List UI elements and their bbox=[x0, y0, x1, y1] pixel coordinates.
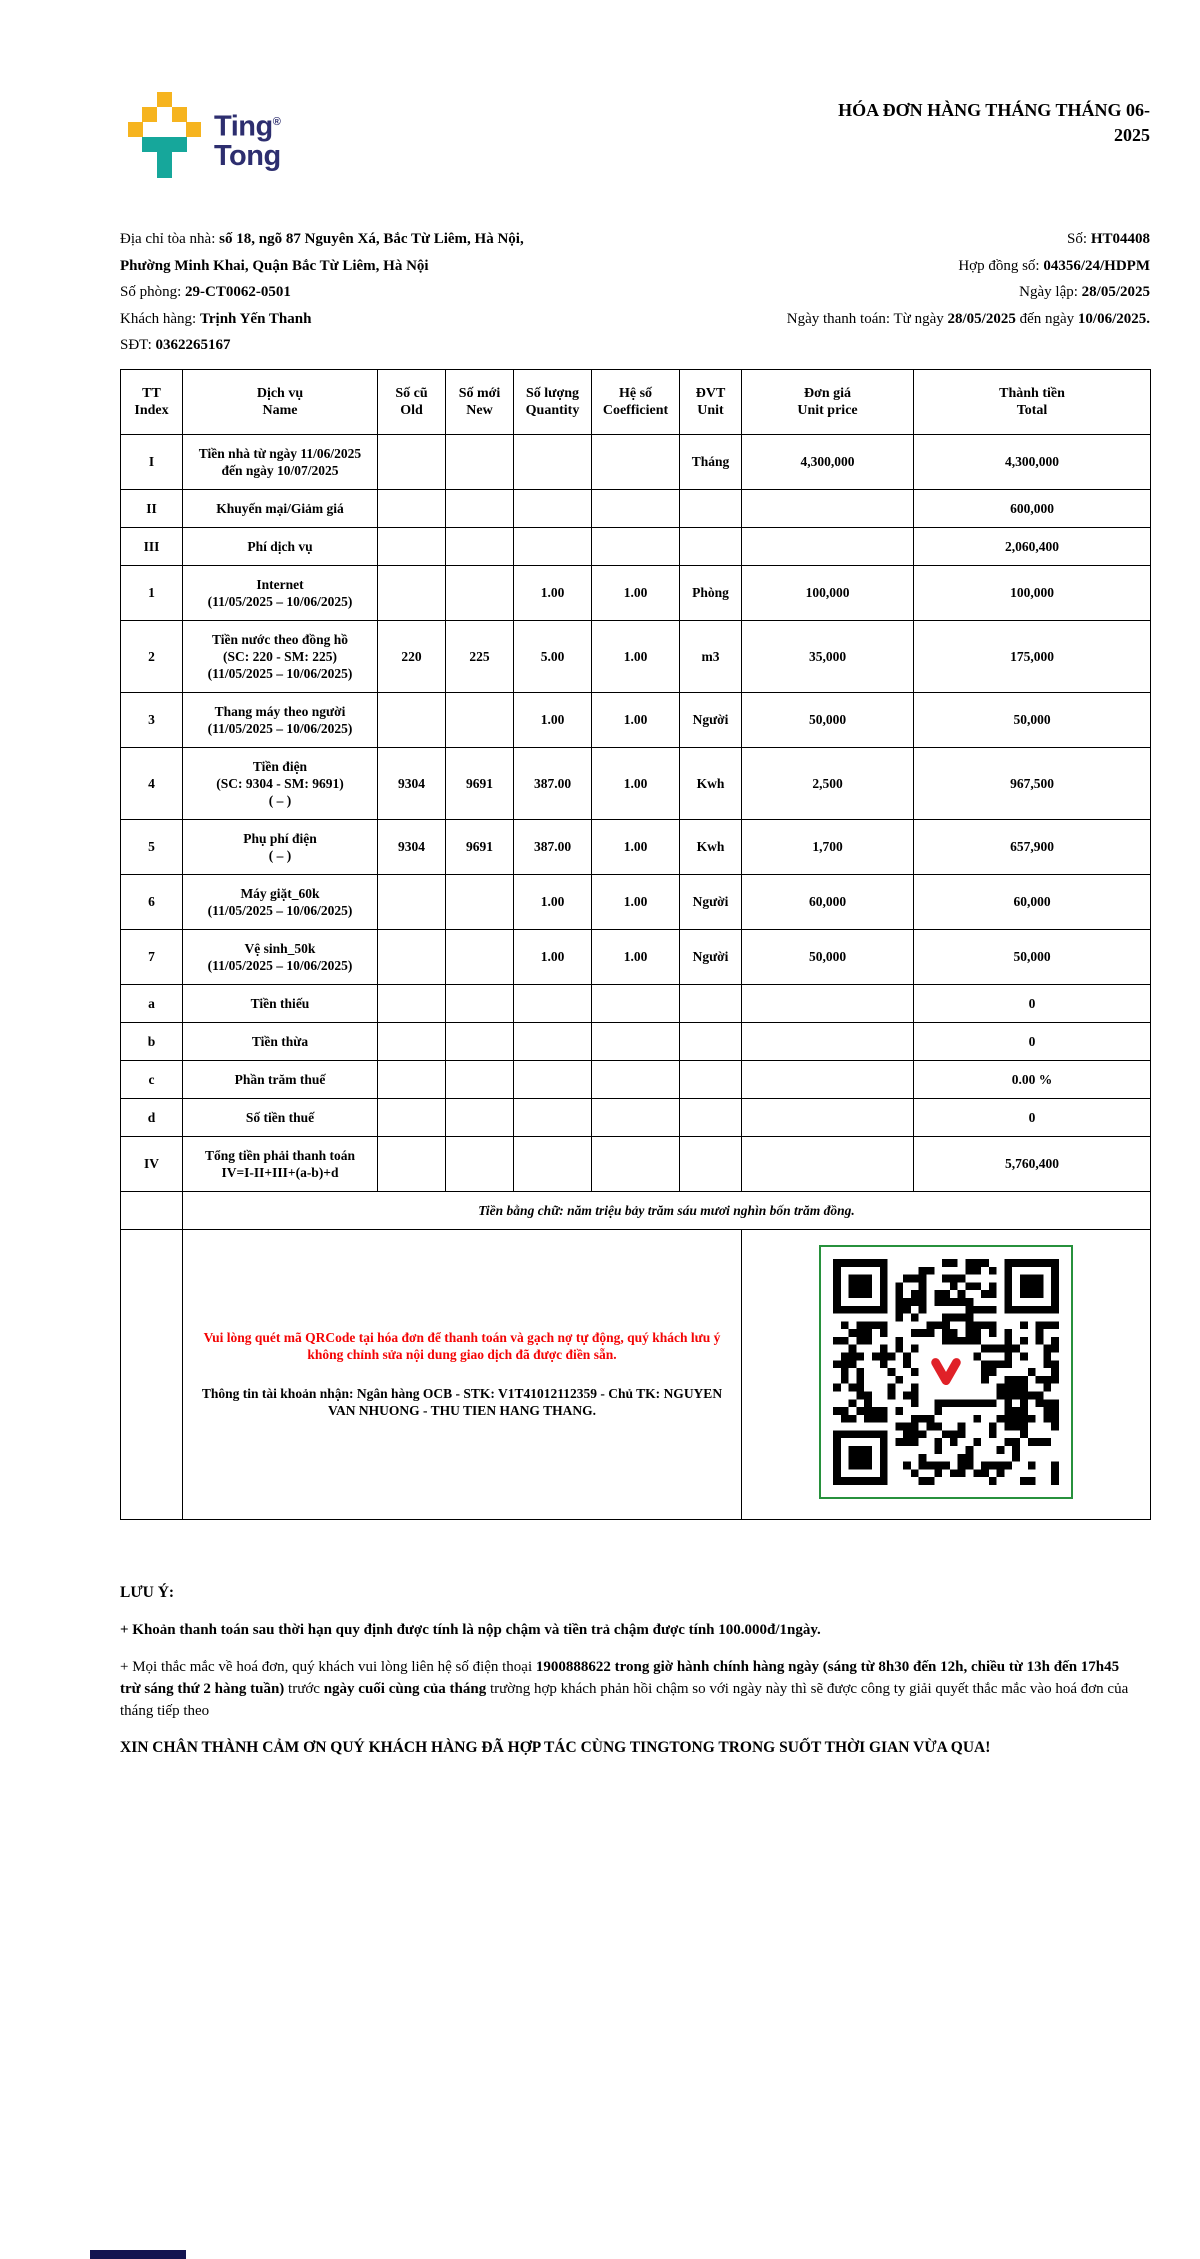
text-segment: Thông tin tài khoản nhận: Ngân hàng OCB - STK: bbox=[201, 1386, 499, 1401]
col-header-unit-price: Đơn giá Unit price bbox=[742, 369, 914, 434]
cell-unit: Người bbox=[680, 692, 742, 747]
cell-new: 9691 bbox=[446, 819, 514, 874]
thank-you-note: XIN CHÂN THÀNH CẢM ƠN QUÝ KHÁCH HÀNG ĐÃ HỢP TÁC CÙNG TINGTONG TRONG SUỐT THỜI GIAN VỪA QUA! bbox=[120, 1738, 991, 1756]
text-segment: 04356/24/HDPM bbox=[1043, 257, 1150, 274]
info-left bbox=[120, 226, 524, 359]
cell-unit bbox=[680, 489, 742, 527]
table-row bbox=[121, 692, 1151, 747]
cell-total: 175,000 bbox=[914, 620, 1151, 692]
cell-name bbox=[183, 747, 378, 819]
text-segment: Khách hàng: bbox=[120, 310, 200, 327]
bank-account-info bbox=[187, 1385, 737, 1419]
cell-name bbox=[183, 874, 378, 929]
cell-new: 9691 bbox=[446, 747, 514, 819]
cell-old bbox=[378, 1022, 446, 1060]
cell-total: 2,060,400 bbox=[914, 527, 1151, 565]
service-name-line: (11/05/2025 – 10/06/2025) bbox=[207, 720, 353, 736]
text-segment: Tiền bằng chữ: bbox=[478, 1202, 568, 1218]
cell-coef bbox=[592, 1136, 680, 1191]
building-address-line bbox=[120, 226, 524, 253]
registered-mark: ® bbox=[272, 116, 281, 128]
cell-price bbox=[742, 984, 914, 1022]
customer-name-line bbox=[120, 306, 524, 333]
invoice-number-line bbox=[787, 226, 1150, 253]
amount-in-words bbox=[183, 1191, 1151, 1229]
service-name-line: Tiền thiếu bbox=[250, 995, 310, 1011]
col-header-tt: TT Index bbox=[121, 369, 183, 434]
text-segment: 10/06/2025. bbox=[1077, 310, 1150, 327]
cell-qty: 1.00 bbox=[514, 692, 592, 747]
cell-qty bbox=[514, 489, 592, 527]
cell-name bbox=[183, 692, 378, 747]
table-row bbox=[121, 527, 1151, 565]
cell-tt: 7 bbox=[121, 929, 183, 984]
cell-coef bbox=[592, 1060, 680, 1098]
cell-coef: 1.00 bbox=[592, 747, 680, 819]
cell-tt: 6 bbox=[121, 874, 183, 929]
service-name-line: (11/05/2025 – 10/06/2025) bbox=[207, 593, 353, 609]
col-header-quantity: Số lượng Quantity bbox=[514, 369, 592, 434]
cell-new bbox=[446, 489, 514, 527]
cell-unit: Người bbox=[680, 929, 742, 984]
cell-tt: a bbox=[121, 984, 183, 1022]
text-segment: NGUYEN VAN NHUONG - THU TIEN HANG THANG bbox=[328, 1386, 723, 1418]
cell-name bbox=[183, 1098, 378, 1136]
logo-word-tong: Tong bbox=[214, 139, 281, 172]
table-row bbox=[121, 1060, 1151, 1098]
cell-tt: 1 bbox=[121, 565, 183, 620]
tingtong-logo-icon bbox=[128, 92, 200, 178]
logo-wordmark bbox=[214, 108, 281, 171]
cell-total: 0 bbox=[914, 1022, 1151, 1060]
text-segment: năm triệu bảy trăm sáu mươi nghìn bốn trăm đồng. bbox=[567, 1202, 855, 1218]
cell-empty bbox=[121, 1229, 183, 1519]
cell-total: 100,000 bbox=[914, 565, 1151, 620]
logo-pixel bbox=[142, 107, 157, 122]
logo-word-ting: Ting bbox=[214, 110, 273, 143]
qr-code bbox=[819, 1245, 1073, 1499]
cell-price bbox=[742, 1098, 914, 1136]
cell-tt: III bbox=[121, 527, 183, 565]
cell-tt: 4 bbox=[121, 747, 183, 819]
cell-qty: 387.00 bbox=[514, 819, 592, 874]
cell-old bbox=[378, 489, 446, 527]
cell-old: 9304 bbox=[378, 747, 446, 819]
service-name-line: Tiền điện bbox=[252, 758, 308, 774]
logo-pixel bbox=[157, 92, 172, 107]
payment-date-line bbox=[787, 306, 1150, 333]
cell-new bbox=[446, 1136, 514, 1191]
cell-coef: 1.00 bbox=[592, 692, 680, 747]
col-header-total: Thành tiền Total bbox=[914, 369, 1151, 434]
cell-new bbox=[446, 874, 514, 929]
invoice-info bbox=[120, 226, 1150, 359]
cell-coef bbox=[592, 984, 680, 1022]
text-segment: Phường Minh Khai, Quận Bắc Từ Liêm, Hà Nội bbox=[120, 257, 429, 274]
cell-old bbox=[378, 874, 446, 929]
room-number-line bbox=[120, 279, 524, 306]
cell-price: 2,500 bbox=[742, 747, 914, 819]
cell-qty: 1.00 bbox=[514, 929, 592, 984]
text-segment: 0362265167 bbox=[155, 337, 231, 353]
text-segment: SĐT: bbox=[120, 337, 156, 353]
cell-name bbox=[183, 565, 378, 620]
cell-coef bbox=[592, 489, 680, 527]
cell-old bbox=[378, 1098, 446, 1136]
cell-unit bbox=[680, 1022, 742, 1060]
text-segment: trước bbox=[284, 1680, 324, 1697]
cell-qty: 5.00 bbox=[514, 620, 592, 692]
cell-tt: 3 bbox=[121, 692, 183, 747]
cell-new bbox=[446, 692, 514, 747]
cell-qty bbox=[514, 1098, 592, 1136]
cell-new bbox=[446, 527, 514, 565]
qr-row bbox=[121, 1229, 1151, 1519]
text-segment: 28/05/2025 bbox=[1081, 284, 1150, 300]
cell-tt: IV bbox=[121, 1136, 183, 1191]
cell-old bbox=[378, 692, 446, 747]
header bbox=[120, 92, 1150, 200]
cell-new bbox=[446, 984, 514, 1022]
cell-coef bbox=[592, 527, 680, 565]
text-segment: 29-CT0062-0501 bbox=[185, 284, 291, 300]
text-segment: Hợp đồng số: bbox=[958, 257, 1044, 274]
cell-coef: 1.00 bbox=[592, 565, 680, 620]
cell-old bbox=[378, 984, 446, 1022]
logo-pixel bbox=[157, 152, 172, 178]
col-header-unit: ĐVT Unit bbox=[680, 369, 742, 434]
cell-total: 5,760,400 bbox=[914, 1136, 1151, 1191]
cell-qty bbox=[514, 1136, 592, 1191]
text-segment: . bbox=[592, 1403, 596, 1418]
cell-old bbox=[378, 434, 446, 489]
cell-old: 9304 bbox=[378, 819, 446, 874]
tingtong-logo bbox=[128, 92, 281, 178]
cell-total: 60,000 bbox=[914, 874, 1151, 929]
service-name-line: (SC: 220 - SM: 225) bbox=[223, 648, 337, 664]
building-address-line2 bbox=[120, 253, 524, 280]
table-row bbox=[121, 434, 1151, 489]
text-segment: HT04408 bbox=[1090, 231, 1150, 247]
table-row bbox=[121, 929, 1151, 984]
cell-new bbox=[446, 565, 514, 620]
cell-coef: 1.00 bbox=[592, 874, 680, 929]
table-row bbox=[121, 489, 1151, 527]
cell-price: 50,000 bbox=[742, 929, 914, 984]
service-name-line: Tiền nước theo đồng hồ bbox=[211, 631, 349, 647]
next-page-edge-artifact bbox=[90, 2250, 186, 2259]
cell-price: 35,000 bbox=[742, 620, 914, 692]
cell-old bbox=[378, 565, 446, 620]
service-name-line: Tổng tiền phải thanh toán bbox=[204, 1147, 356, 1163]
cell-name bbox=[183, 489, 378, 527]
cell-qty: 387.00 bbox=[514, 747, 592, 819]
invoice-title: HÓA ĐƠN HÀNG THÁNG THÁNG 06-2025 bbox=[838, 100, 1150, 145]
text-segment: đến ngày bbox=[1015, 310, 1078, 327]
cell-name bbox=[183, 819, 378, 874]
cell-total: 967,500 bbox=[914, 747, 1151, 819]
cell-unit bbox=[680, 1060, 742, 1098]
cell-price bbox=[742, 1136, 914, 1191]
cell-qty bbox=[514, 1060, 592, 1098]
text-segment: Trịnh Yến Thanh bbox=[199, 310, 312, 327]
service-name-line: Phần trăm thuế bbox=[234, 1071, 326, 1087]
cell-unit: Phòng bbox=[680, 565, 742, 620]
cell-coef: 1.00 bbox=[592, 929, 680, 984]
cell-coef bbox=[592, 1098, 680, 1136]
late-payment-note: + Khoản thanh toán sau thời hạn quy định được tính là nộp chậm và tiền trả chậm được tính 100.000đ/1ngày. bbox=[120, 1621, 821, 1638]
notes-heading: LƯU Ý: bbox=[120, 1583, 175, 1601]
cell-total: 4,300,000 bbox=[914, 434, 1151, 489]
text-segment: Địa chỉ tòa nhà: bbox=[120, 231, 220, 247]
cell-old bbox=[378, 929, 446, 984]
col-header-new: Số mới New bbox=[446, 369, 514, 434]
cell-old bbox=[378, 1136, 446, 1191]
logo-pixel bbox=[186, 122, 201, 137]
table-row bbox=[121, 1098, 1151, 1136]
cell-new: 225 bbox=[446, 620, 514, 692]
text-segment: Ngày thanh toán: Từ ngày bbox=[786, 310, 948, 327]
qr-cell bbox=[742, 1229, 1151, 1519]
cell-name bbox=[183, 1060, 378, 1098]
cell-price: 50,000 bbox=[742, 692, 914, 747]
cell-price bbox=[742, 1022, 914, 1060]
amount-in-words-row bbox=[121, 1191, 1151, 1229]
cell-total: 50,000 bbox=[914, 929, 1151, 984]
cell-qty: 1.00 bbox=[514, 565, 592, 620]
cell-new bbox=[446, 1060, 514, 1098]
service-name-line: (SC: 9304 - SM: 9691) bbox=[216, 775, 344, 791]
cell-name bbox=[183, 984, 378, 1022]
cell-name bbox=[183, 620, 378, 692]
cell-unit bbox=[680, 1136, 742, 1191]
cell-price: 100,000 bbox=[742, 565, 914, 620]
logo-pixel bbox=[128, 122, 143, 137]
col-header-coefficient: Hệ số Coefficient bbox=[592, 369, 680, 434]
text-segment: Ngày lập: bbox=[1019, 284, 1082, 300]
table-header-row bbox=[121, 369, 1151, 434]
service-name-line: Máy giặt_60k bbox=[240, 885, 320, 901]
cell-price bbox=[742, 489, 914, 527]
service-name-line: Khuyến mại/Giảm giá bbox=[216, 500, 344, 516]
text-segment: trường hợp khách phản hồi chậm so với ngày này thì sẽ được công ty giải quyết thắc mắc vào hoá đơn của tháng tiếp theo bbox=[120, 1680, 1129, 1719]
table-row bbox=[121, 1136, 1151, 1191]
cell-qty: 1.00 bbox=[514, 874, 592, 929]
cell-old bbox=[378, 527, 446, 565]
cell-total: 0 bbox=[914, 984, 1151, 1022]
cell-tt: b bbox=[121, 1022, 183, 1060]
cell-tt: c bbox=[121, 1060, 183, 1098]
cell-coef bbox=[592, 1022, 680, 1060]
cell-tt: II bbox=[121, 489, 183, 527]
service-name-line: Internet bbox=[256, 576, 304, 592]
text-segment: Số: bbox=[1067, 231, 1091, 247]
cell-name bbox=[183, 1022, 378, 1060]
service-name-line: Tiền thừa bbox=[251, 1033, 309, 1049]
service-name-line: (11/05/2025 – 10/06/2025) bbox=[207, 957, 353, 973]
service-name-line: Tiền nhà từ ngày 11/06/2025 bbox=[198, 445, 362, 461]
table-row bbox=[121, 620, 1151, 692]
cell-new bbox=[446, 1022, 514, 1060]
cell-total: 50,000 bbox=[914, 692, 1151, 747]
table-row bbox=[121, 819, 1151, 874]
table-row bbox=[121, 747, 1151, 819]
cell-coef bbox=[592, 434, 680, 489]
service-name-line: Số tiền thuế bbox=[245, 1109, 315, 1125]
cell-price bbox=[742, 1060, 914, 1098]
issue-date-line bbox=[787, 279, 1150, 306]
cell-empty bbox=[121, 1191, 183, 1229]
cell-tt: 5 bbox=[121, 819, 183, 874]
service-name-line: (11/05/2025 – 10/06/2025) bbox=[207, 665, 353, 681]
text-segment: - Chủ TK: bbox=[597, 1386, 664, 1401]
cell-coef: 1.00 bbox=[592, 620, 680, 692]
cell-coef: 1.00 bbox=[592, 819, 680, 874]
service-name-line: ( – ) bbox=[268, 847, 292, 863]
cell-total: 0.00 % bbox=[914, 1060, 1151, 1098]
cell-unit: Người bbox=[680, 874, 742, 929]
cell-total: 657,900 bbox=[914, 819, 1151, 874]
cell-unit: Kwh bbox=[680, 819, 742, 874]
logo-pixel bbox=[172, 107, 187, 122]
cell-old: 220 bbox=[378, 620, 446, 692]
text-segment: 28/05/2025 bbox=[947, 310, 1016, 327]
cell-unit bbox=[680, 1098, 742, 1136]
cell-qty bbox=[514, 984, 592, 1022]
cell-unit: Kwh bbox=[680, 747, 742, 819]
cell-unit: m3 bbox=[680, 620, 742, 692]
contract-number-line bbox=[787, 253, 1150, 280]
hotline-note bbox=[120, 1656, 1140, 1722]
cell-unit bbox=[680, 984, 742, 1022]
cell-tt: d bbox=[121, 1098, 183, 1136]
cell-total: 0 bbox=[914, 1098, 1151, 1136]
cell-unit: Tháng bbox=[680, 434, 742, 489]
notes-section bbox=[120, 1582, 1140, 1759]
cell-price bbox=[742, 527, 914, 565]
service-name-line: Phí dịch vụ bbox=[247, 538, 313, 554]
cell-qty bbox=[514, 527, 592, 565]
qr-center-v-logo bbox=[922, 1348, 970, 1396]
cell-name bbox=[183, 929, 378, 984]
table-row bbox=[121, 874, 1151, 929]
service-name-line: ( – ) bbox=[268, 792, 292, 808]
qr-instructions bbox=[183, 1229, 742, 1519]
service-name-line: IV=I-II+III+(a-b)+d bbox=[221, 1164, 339, 1180]
cell-name bbox=[183, 527, 378, 565]
cell-name bbox=[183, 434, 378, 489]
cell-name bbox=[183, 1136, 378, 1191]
phone-line bbox=[120, 332, 524, 359]
cell-price: 60,000 bbox=[742, 874, 914, 929]
cell-qty bbox=[514, 434, 592, 489]
text-segment: số 18, ngõ 87 Nguyên Xá, Bắc Từ Liêm, Hà Nội, bbox=[219, 231, 524, 247]
text-segment: V1T41012112359 bbox=[498, 1386, 598, 1401]
cell-tt: I bbox=[121, 434, 183, 489]
table-row bbox=[121, 1022, 1151, 1060]
cell-new bbox=[446, 1098, 514, 1136]
service-name-line: đến ngày 10/07/2025 bbox=[221, 462, 339, 478]
cell-new bbox=[446, 434, 514, 489]
qr-red-note: Vui lòng quét mã QRCode tại hóa đơn để thanh toán và gạch nợ tự động, quý khách lưu ý không chỉnh sửa nội dung giao dịch đã được điền sẵn. bbox=[203, 1330, 721, 1362]
cell-unit bbox=[680, 527, 742, 565]
logo-pixel bbox=[142, 137, 187, 152]
col-header-service: Dịch vụ Name bbox=[183, 369, 378, 434]
service-name-line: (11/05/2025 – 10/06/2025) bbox=[207, 902, 353, 918]
info-right bbox=[787, 226, 1150, 359]
table-row bbox=[121, 984, 1151, 1022]
cell-price: 1,700 bbox=[742, 819, 914, 874]
invoice-table bbox=[120, 369, 1151, 1520]
cell-price: 4,300,000 bbox=[742, 434, 914, 489]
text-segment: 1900888622 trong giờ hành chính hàng ngày (sáng từ 8h30 đến 12h, chiều từ 13h đến 17h45 trừ sáng thứ 2 hàng tuần) bbox=[120, 1658, 1120, 1697]
col-header-old: Số cũ Old bbox=[378, 369, 446, 434]
text-segment: + Mọi thắc mắc về hoá đơn, quý khách vui lòng liên hệ số điện thoại bbox=[120, 1658, 536, 1675]
text-segment: ngày cuối cùng của tháng bbox=[323, 1680, 487, 1697]
service-name-line: Phụ phí điện bbox=[243, 830, 317, 846]
service-name-line: Thang máy theo người bbox=[214, 703, 346, 719]
cell-total: 600,000 bbox=[914, 489, 1151, 527]
cell-tt: 2 bbox=[121, 620, 183, 692]
service-name-line: Vệ sinh_50k bbox=[244, 940, 316, 956]
cell-qty bbox=[514, 1022, 592, 1060]
cell-old bbox=[378, 1060, 446, 1098]
text-segment: Số phòng: bbox=[120, 284, 186, 300]
cell-new bbox=[446, 929, 514, 984]
table-row bbox=[121, 565, 1151, 620]
